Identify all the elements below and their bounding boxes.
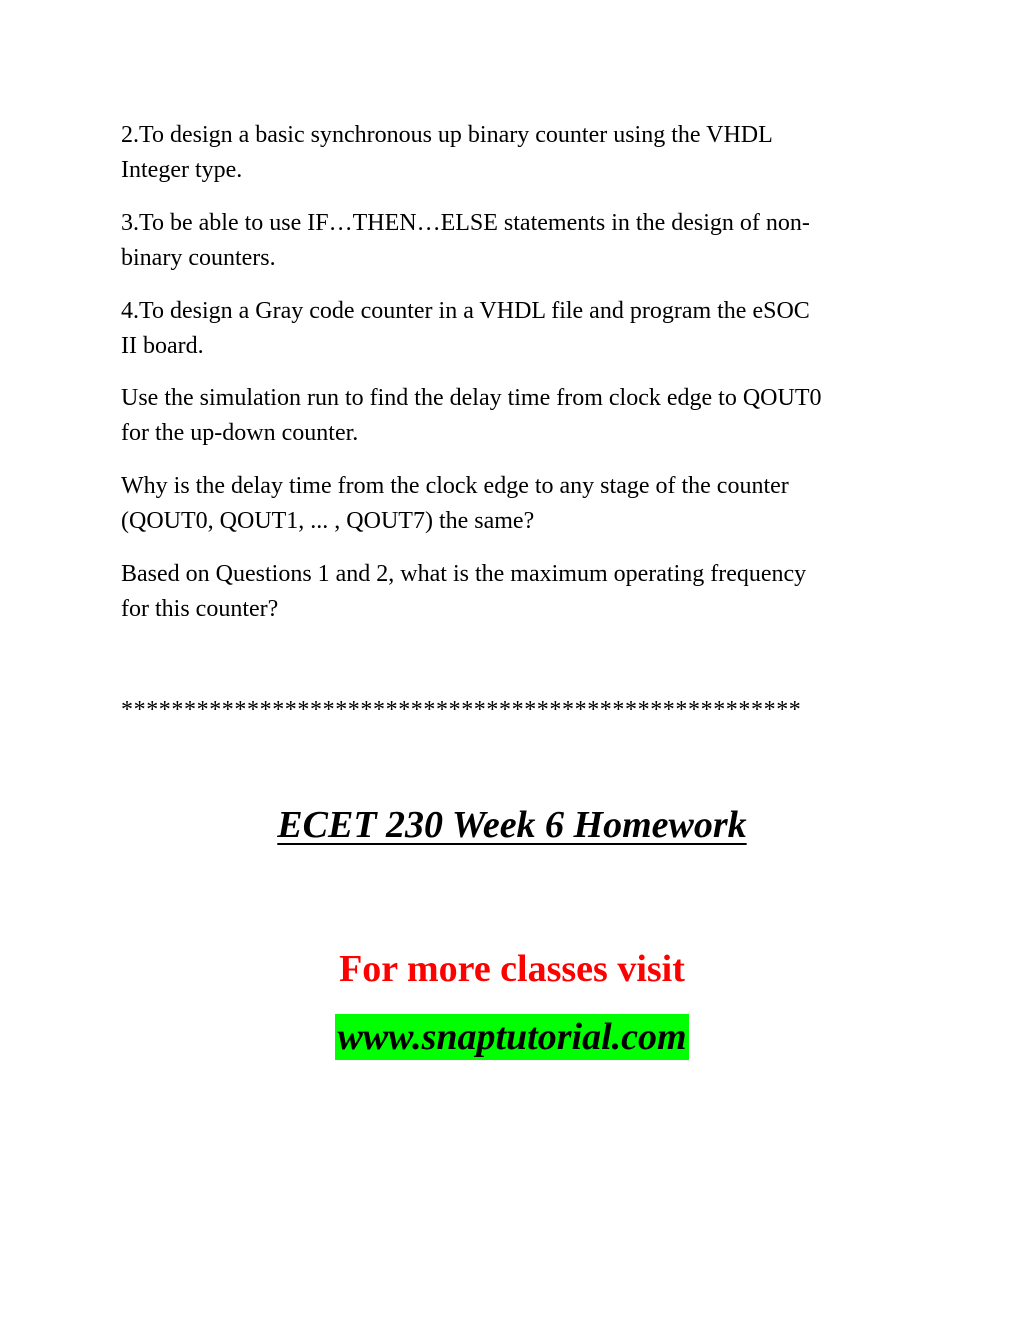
paragraph-line: 4.To design a Gray code counter in a VHDL file and program the eSOC	[121, 298, 810, 324]
paragraph-line: Use the simulation run to find the delay time from clock edge to QOUT0	[121, 385, 822, 411]
paragraph-line: Integer type.	[121, 157, 243, 183]
course-title: ECET 230 Week 6 Homework	[277, 804, 747, 846]
paragraph-line: for this counter?	[121, 596, 279, 622]
paragraph-line: II board.	[121, 333, 204, 359]
paragraph-line: 3.To be able to use IF…THEN…ELSE statements in the design of non-	[121, 210, 810, 236]
paragraph-line: 2.To design a basic synchronous up binary counter using the VHDL	[121, 122, 773, 148]
paragraph-objective-2	[121, 118, 921, 188]
paragraph-question-same-delay	[121, 469, 921, 539]
paragraph-objective-4	[121, 294, 921, 364]
paragraph-line: for the up-down counter.	[121, 420, 359, 446]
paragraph-objective-3	[121, 206, 921, 276]
paragraph-line: Why is the delay time from the clock edge to any stage of the counter	[121, 473, 789, 499]
paragraph-line: binary counters.	[121, 245, 276, 271]
visit-text: For more classes visit	[339, 948, 685, 990]
paragraph-question-frequency	[121, 557, 921, 627]
asterisk-separator: ******************************************************	[121, 697, 802, 723]
url-container	[0, 1014, 1024, 1060]
paragraph-line: Based on Questions 1 and 2, what is the maximum operating frequency	[121, 561, 807, 587]
paragraph-line: (QOUT0, QOUT1, ... , QOUT7) the same?	[121, 508, 535, 534]
website-link[interactable]: www.snaptutorial.com	[337, 1016, 687, 1058]
paragraph-question-delay	[121, 381, 921, 451]
